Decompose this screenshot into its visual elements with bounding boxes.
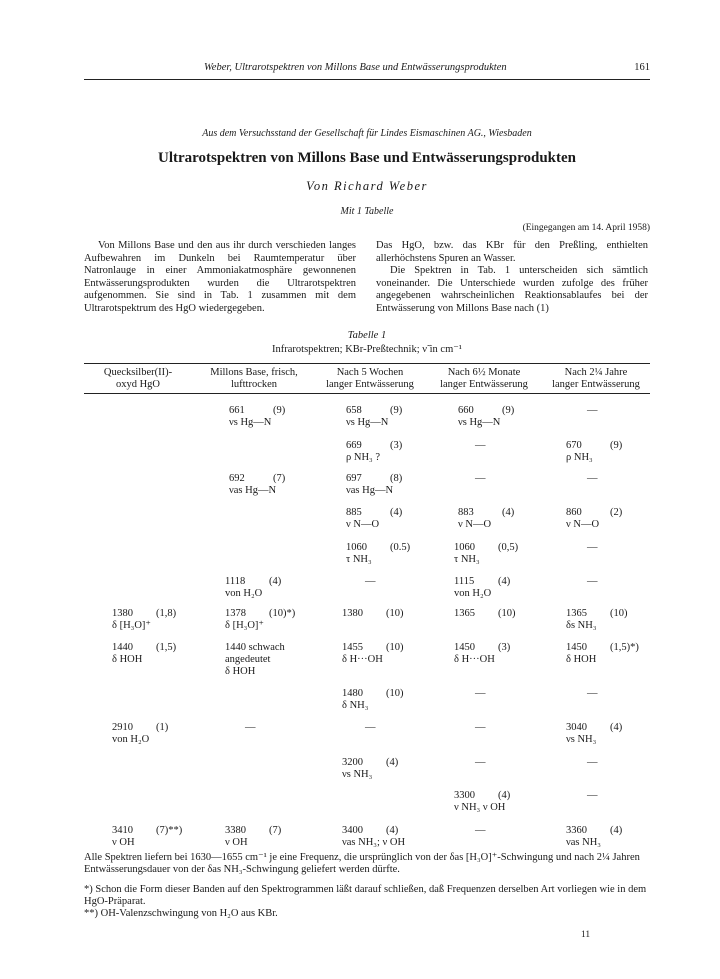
author-line: Von Richard Weber xyxy=(306,179,428,193)
table-top-rule xyxy=(84,363,650,364)
table-cell: 3200 (4) νs NH₃ xyxy=(342,757,399,780)
table-cell: 1118 (4) von H₂O xyxy=(225,576,282,599)
header-rule xyxy=(84,79,650,80)
body-right-column xyxy=(376,240,648,315)
footnote-star: *) Schon die Form dieser Banden auf den Spektrogrammen läßt darauf schließen, daß Frequenzen derselben Art vorliegen wie in dem HgO-Präparat. xyxy=(84,884,647,907)
body-paragraph: Von Millons Base und den aus ihr durch verschieden langes Aufbewahren im Dunkeln bei Raumtemperatur über Natronlauge in einer Ammoniakatmosphäre gewonnenen Entwässerungsprodukten wurden die Ultrarotspektren aufgenommen. Sie sind in Tab. 1 zusammen mit dem Ultrarotspektrum des HgO wiedergegeben. xyxy=(84,240,356,314)
institute-line: Aus dem Versuchsstand der Gesellschaft für Lindes Eismaschinen AG., Wiesbaden xyxy=(202,128,532,139)
table-cell: 1440 schwach angedeutet δ HOH xyxy=(225,642,285,677)
table-cell: 860 (2) ν N—O xyxy=(566,507,623,530)
table-cell: 883 (4) ν N—O xyxy=(458,507,515,530)
table-cell: 1115 (4) von H₂O xyxy=(454,576,511,599)
table-header-2-years: Nach 2¼ Jahre langer Entwässerung xyxy=(552,367,640,390)
table-cell: 661 (9) νs Hg—N xyxy=(229,405,286,428)
signature-mark: 11 xyxy=(581,930,591,940)
table-cell: 1450 (1,5)*) δ HOH xyxy=(566,642,639,665)
footnote-double-star: **) OH-Valenzschwingung von H₂O aus KBr. xyxy=(84,908,278,919)
table-cell: 885 (4) ν N—O xyxy=(346,507,403,530)
empty-cell-dash: — xyxy=(475,757,486,768)
empty-cell-dash: — xyxy=(475,825,486,836)
table-cell: 3360 (4) νas NH₃ xyxy=(566,825,623,848)
table-cell: 3380 (7) ν OH xyxy=(225,825,282,848)
body-left-column xyxy=(84,240,356,315)
table-cell: 670 (9) ρ NH₃ xyxy=(566,440,623,463)
table-cell: 2910 (1) von H₂O xyxy=(112,722,169,745)
table-cell: 658 (9) νs Hg—N xyxy=(346,405,403,428)
table-cell: 1455 (10) δ H···OH xyxy=(342,642,404,665)
article-title: Ultrarotspektren von Millons Base und Entwässerungsprodukten xyxy=(158,150,576,166)
table-cell: 3300 (4) ν NH₃ ν OH xyxy=(454,790,511,813)
table-cell: 1450 (3) δ H···OH xyxy=(454,642,511,665)
empty-cell-dash: — xyxy=(587,757,598,768)
table-header-hgo: Quecksilber(II)- oxyd HgO xyxy=(103,367,173,390)
empty-cell-dash: — xyxy=(475,688,486,699)
empty-cell-dash: — xyxy=(245,722,256,733)
empty-cell-dash: — xyxy=(587,405,598,416)
empty-cell-dash: — xyxy=(587,790,598,801)
table-cell: 697 (8) νas Hg—N xyxy=(346,473,403,496)
table-header-millons-base: Millons Base, frisch, lufttrocken xyxy=(210,367,298,390)
running-head-title: Weber, Ultrarotspektren von Millons Base und Entwässerungsprodukten xyxy=(204,62,507,73)
table-cell: 669 (3) ρ NH₃ ? xyxy=(346,440,403,463)
empty-cell-dash: — xyxy=(587,542,598,553)
table-subtitle: Infrarotspektren; KBr-Preßtechnik; ν̃ in cm⁻¹ xyxy=(272,344,462,355)
empty-cell-dash: — xyxy=(365,722,376,733)
empty-cell-dash: — xyxy=(365,576,376,587)
table-header-5-weeks: Nach 5 Wochen langer Entwässerung xyxy=(326,367,414,390)
table-cell: 692 (7) νas Hg—N xyxy=(229,473,286,496)
table-cell: 1380 (1,8) δ [H₃O]⁺ xyxy=(112,608,177,631)
table-cell: 1365 (10) xyxy=(454,608,516,619)
body-paragraph: Die Spektren in Tab. 1 unterscheiden sich sämtlich voneinander. Die Unterschiede wurden zufolge des früher angegebenen wahrscheinlichen Reaktionsablaufes bei der Entwässerung von Millons Base nach (1) xyxy=(376,265,648,314)
table-header-6-months: Nach 6½ Monate langer Entwässerung xyxy=(440,367,528,390)
table-cell: 1440 (1,5) δ HOH xyxy=(112,642,177,665)
table-cell: 3400 (4) νas NH₃; ν OH xyxy=(342,825,406,848)
table-cell: 1060 (0,5) τ NH₃ xyxy=(454,542,519,565)
empty-cell-dash: — xyxy=(475,722,486,733)
table-cell: 1365 (10) δs NH₃ xyxy=(566,608,628,631)
empty-cell-dash: — xyxy=(587,473,598,484)
table-header-rule xyxy=(84,393,650,394)
empty-cell-dash: — xyxy=(587,688,598,699)
empty-cell-dash: — xyxy=(475,473,486,484)
page-number: 161 xyxy=(634,62,650,73)
table-general-note: Alle Spektren liefern bei 1630—1655 cm⁻¹ je eine Frequenz, die ursprünglich von der δas [H₃O]⁺-Schwingung und nach 2¼ Jahren Entwässerungsdauer von der δas NH₃-Schwingung geliefert werden dürfte. xyxy=(84,852,640,875)
table-cell: 1378 (10)*) δ [H₃O]⁺ xyxy=(225,608,296,631)
table-cell: 3410 (7)**) ν OH xyxy=(112,825,183,848)
running-head xyxy=(84,62,650,78)
received-date: (Eingegangen am 14. April 1958) xyxy=(522,223,650,233)
table-cell: 3040 (4) νs NH₃ xyxy=(566,722,623,745)
table-cell: 1060 (0.5) τ NH₃ xyxy=(346,542,411,565)
table-cell: 660 (9) νs Hg—N xyxy=(458,405,515,428)
tables-note: Mit 1 Tabelle xyxy=(340,206,394,217)
table-cell: 1380 (10) xyxy=(342,608,404,619)
empty-cell-dash: — xyxy=(475,440,486,451)
table-cell: 1480 (10) δ NH₃ xyxy=(342,688,404,711)
body-paragraph: Das HgO, bzw. das KBr für den Preßling, enthielten allerhöchstens Spuren an Wasser. xyxy=(376,240,648,264)
table-caption: Tabelle 1 xyxy=(347,330,387,341)
empty-cell-dash: — xyxy=(587,576,598,587)
